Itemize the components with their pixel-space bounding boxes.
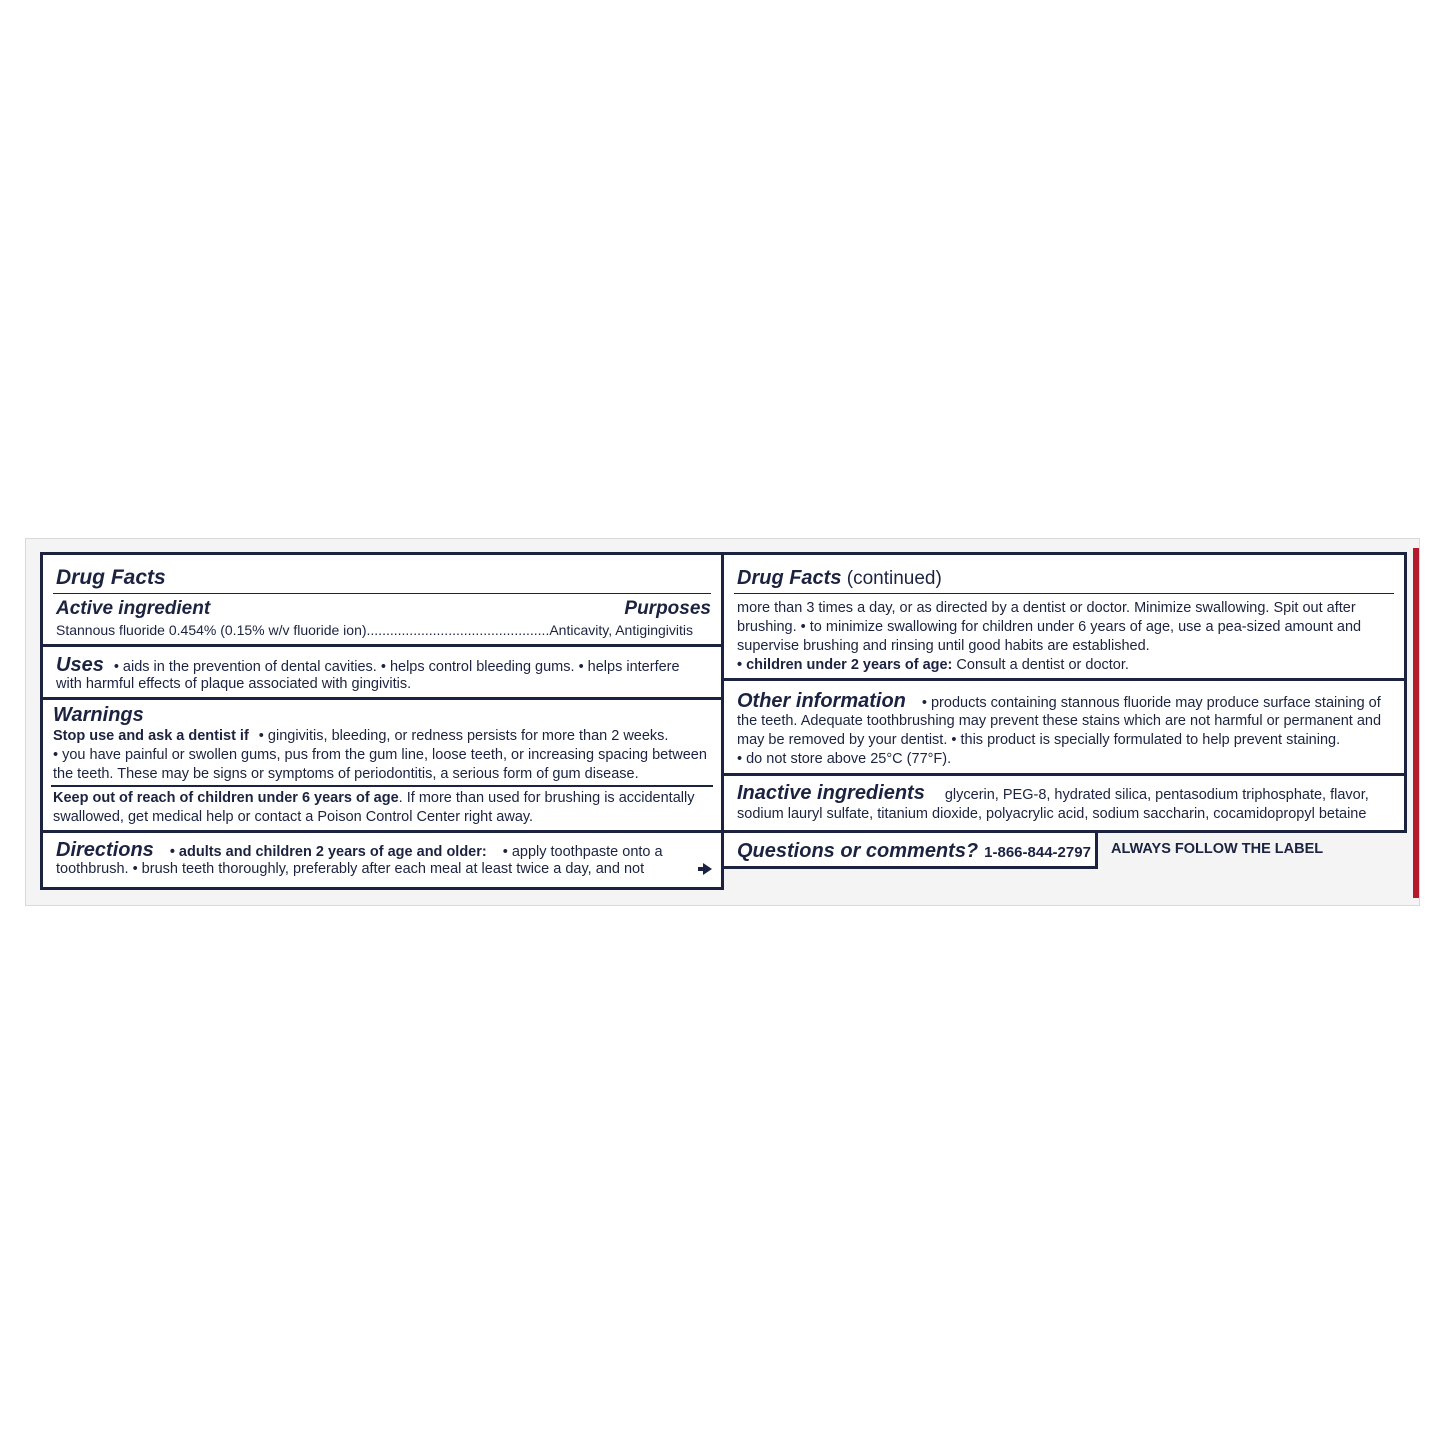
directions-line-2: toothbrush. • brush teeth thoroughly, preferably after each meal at least twice a day, and not bbox=[56, 861, 645, 877]
divider bbox=[53, 593, 711, 594]
purposes-heading: Purposes bbox=[624, 598, 711, 619]
continued-line-1: more than 3 times a day, or as directed by a dentist or doctor. Minimize swallowing. Spit out after bbox=[737, 600, 1356, 616]
continued-label: (continued) bbox=[841, 568, 942, 589]
other-info-heading: Other information bbox=[737, 690, 906, 712]
phone-number: 1-866-844-2797 bbox=[984, 844, 1091, 861]
drug-facts-continued-title bbox=[737, 566, 942, 590]
divider bbox=[43, 644, 721, 647]
red-edge-stripe bbox=[1413, 548, 1419, 898]
directions-heading: Directions bbox=[56, 839, 154, 861]
uses-section bbox=[56, 653, 680, 677]
other-info-line-3: may be removed by your dentist. • this product is specially formulated to help prevent staining. bbox=[737, 732, 1341, 748]
inactive-ingredients-line-1: Inactive ingredients glycerin, PEG-8, hydrated silica, pentasodium triphosphate, flavor, bbox=[737, 782, 1369, 804]
keep-out-label: Keep out of reach of children under 6 years of age bbox=[53, 790, 399, 806]
inactive-ingredients-line-2: sodium lauryl sulfate, titanium dioxide, polyacrylic acid, sodium saccharin, cocamidopropyl betaine bbox=[737, 806, 1367, 822]
active-ingredient-heading: Active ingredient bbox=[56, 598, 211, 619]
drug-facts-right-panel bbox=[721, 552, 1407, 833]
questions-heading: Questions or comments? bbox=[737, 840, 979, 862]
divider bbox=[724, 678, 1404, 681]
stop-use-line-1: Stop use and ask a dentist if • gingivitis, bleeding, or redness persists for more than 2 weeks. bbox=[53, 728, 669, 744]
drug-facts-title: Drug Facts bbox=[56, 566, 166, 589]
other-info-line-1: Other information • products containing stannous fluoride may produce surface staining of bbox=[737, 690, 1381, 712]
divider bbox=[724, 773, 1404, 776]
stop-use-line-3: the teeth. These may be signs or symptoms of periodontitis, a serious form of gum disease. bbox=[53, 766, 639, 782]
children-under-2-label: • children under 2 years of age: bbox=[737, 657, 953, 673]
uses-heading: Uses bbox=[56, 654, 104, 676]
uses-line-1: • aids in the prevention of dental cavities. • helps control bleeding gums. • helps interfere bbox=[113, 659, 680, 675]
questions-line bbox=[737, 839, 1091, 863]
children-under-2-line: • children under 2 years of age: Consult a dentist or doctor. bbox=[737, 657, 1129, 673]
questions-box bbox=[721, 830, 1098, 869]
stop-use-label: Stop use and ask a dentist if bbox=[53, 728, 249, 744]
divider bbox=[43, 697, 721, 700]
continue-arrow-icon bbox=[703, 863, 712, 875]
continued-line-2: brushing. • to minimize swallowing for children under 6 years of age, use a pea-sized amount and bbox=[737, 619, 1362, 635]
other-info-line-2: the teeth. Adequate toothbrushing may prevent these stains which are not harmful or permanent and bbox=[737, 713, 1382, 729]
continued-line-3: supervise brushing and rinsing until good habits are established. bbox=[737, 638, 1150, 654]
directions-line-1: Directions • adults and children 2 years of age and older: • apply toothpaste onto a bbox=[56, 839, 663, 861]
other-info-line-4: • do not store above 25°C (77°F). bbox=[737, 751, 952, 767]
drug-facts-title-right: Drug Facts bbox=[737, 567, 842, 589]
warnings-heading: Warnings bbox=[53, 704, 144, 726]
divider bbox=[43, 830, 721, 833]
always-follow-label: ALWAYS FOLLOW THE LABEL bbox=[1111, 841, 1324, 857]
keep-out-line-2: swallowed, get medical help or contact a Poison Control Center right away. bbox=[53, 809, 534, 825]
uses-line-2: with harmful effects of plaque associated with gingivitis. bbox=[56, 676, 412, 692]
stop-use-line-2: • you have painful or swollen gums, pus from the gum line, loose teeth, or increasing spacing between bbox=[53, 747, 707, 763]
divider bbox=[734, 593, 1394, 594]
keep-out-line-1: Keep out of reach of children under 6 years of age. If more than used for brushing is accidentally bbox=[53, 790, 695, 806]
inactive-ingredients-heading: Inactive ingredients bbox=[737, 782, 925, 804]
divider bbox=[51, 785, 713, 787]
directions-label: • adults and children 2 years of age and older: bbox=[169, 844, 487, 860]
drug-facts-left-panel bbox=[40, 552, 724, 890]
active-ingredient-line: Stannous fluoride 0.454% (0.15% w/v fluoride ion)...............................................Anticavity, Antigingivitis bbox=[56, 622, 694, 638]
